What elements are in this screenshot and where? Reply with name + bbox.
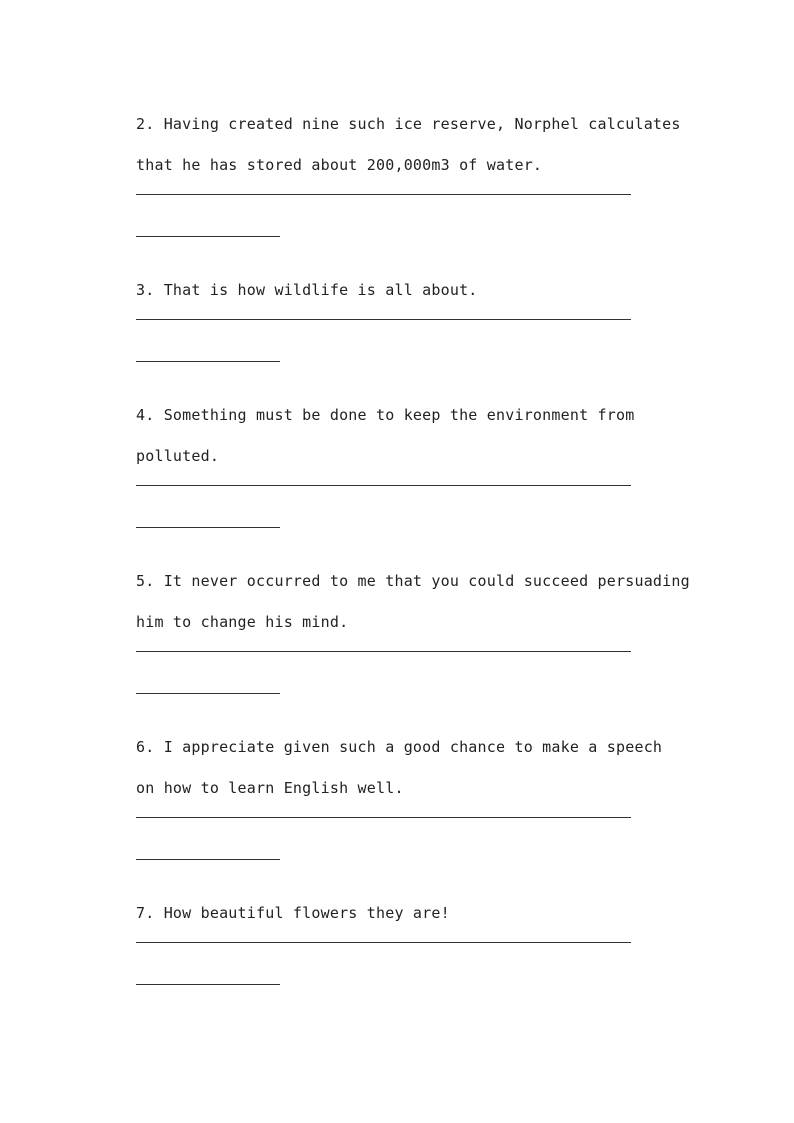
question-text: on how to learn English well. [136, 779, 404, 797]
answer-line-short[interactable] [136, 859, 280, 860]
answer-line[interactable] [136, 651, 631, 652]
question-text: him to change his mind. [136, 613, 349, 631]
question-text: that he has stored about 200,000m3 of water. [136, 156, 543, 174]
question-text: polluted. [136, 447, 220, 465]
question-text: 3. That is how wildlife is all about. [136, 281, 478, 299]
question-7 [136, 893, 706, 985]
question-text: 6. I appreciate given such a good chance to make a speech [136, 738, 663, 756]
answer-line-short[interactable] [136, 361, 280, 362]
worksheet-page [136, 104, 706, 1018]
question-4 [136, 395, 706, 528]
answer-line-short[interactable] [136, 693, 280, 694]
question-2 [136, 104, 706, 237]
answer-line[interactable] [136, 194, 631, 195]
answer-line-short[interactable] [136, 236, 280, 237]
answer-line[interactable] [136, 942, 631, 943]
question-text: 7. How beautiful flowers they are! [136, 904, 450, 922]
question-text: 4. Something must be done to keep the environment from [136, 406, 635, 424]
question-5 [136, 561, 706, 694]
answer-line[interactable] [136, 817, 631, 818]
answer-line-short[interactable] [136, 527, 280, 528]
question-3 [136, 270, 706, 362]
answer-line[interactable] [136, 485, 631, 486]
question-6 [136, 727, 706, 860]
answer-line-short[interactable] [136, 984, 280, 985]
question-text: 2. Having created nine such ice reserve, Norphel calculates [136, 115, 681, 133]
question-text: 5. It never occurred to me that you could succeed persuading [136, 572, 690, 590]
answer-line[interactable] [136, 319, 631, 320]
